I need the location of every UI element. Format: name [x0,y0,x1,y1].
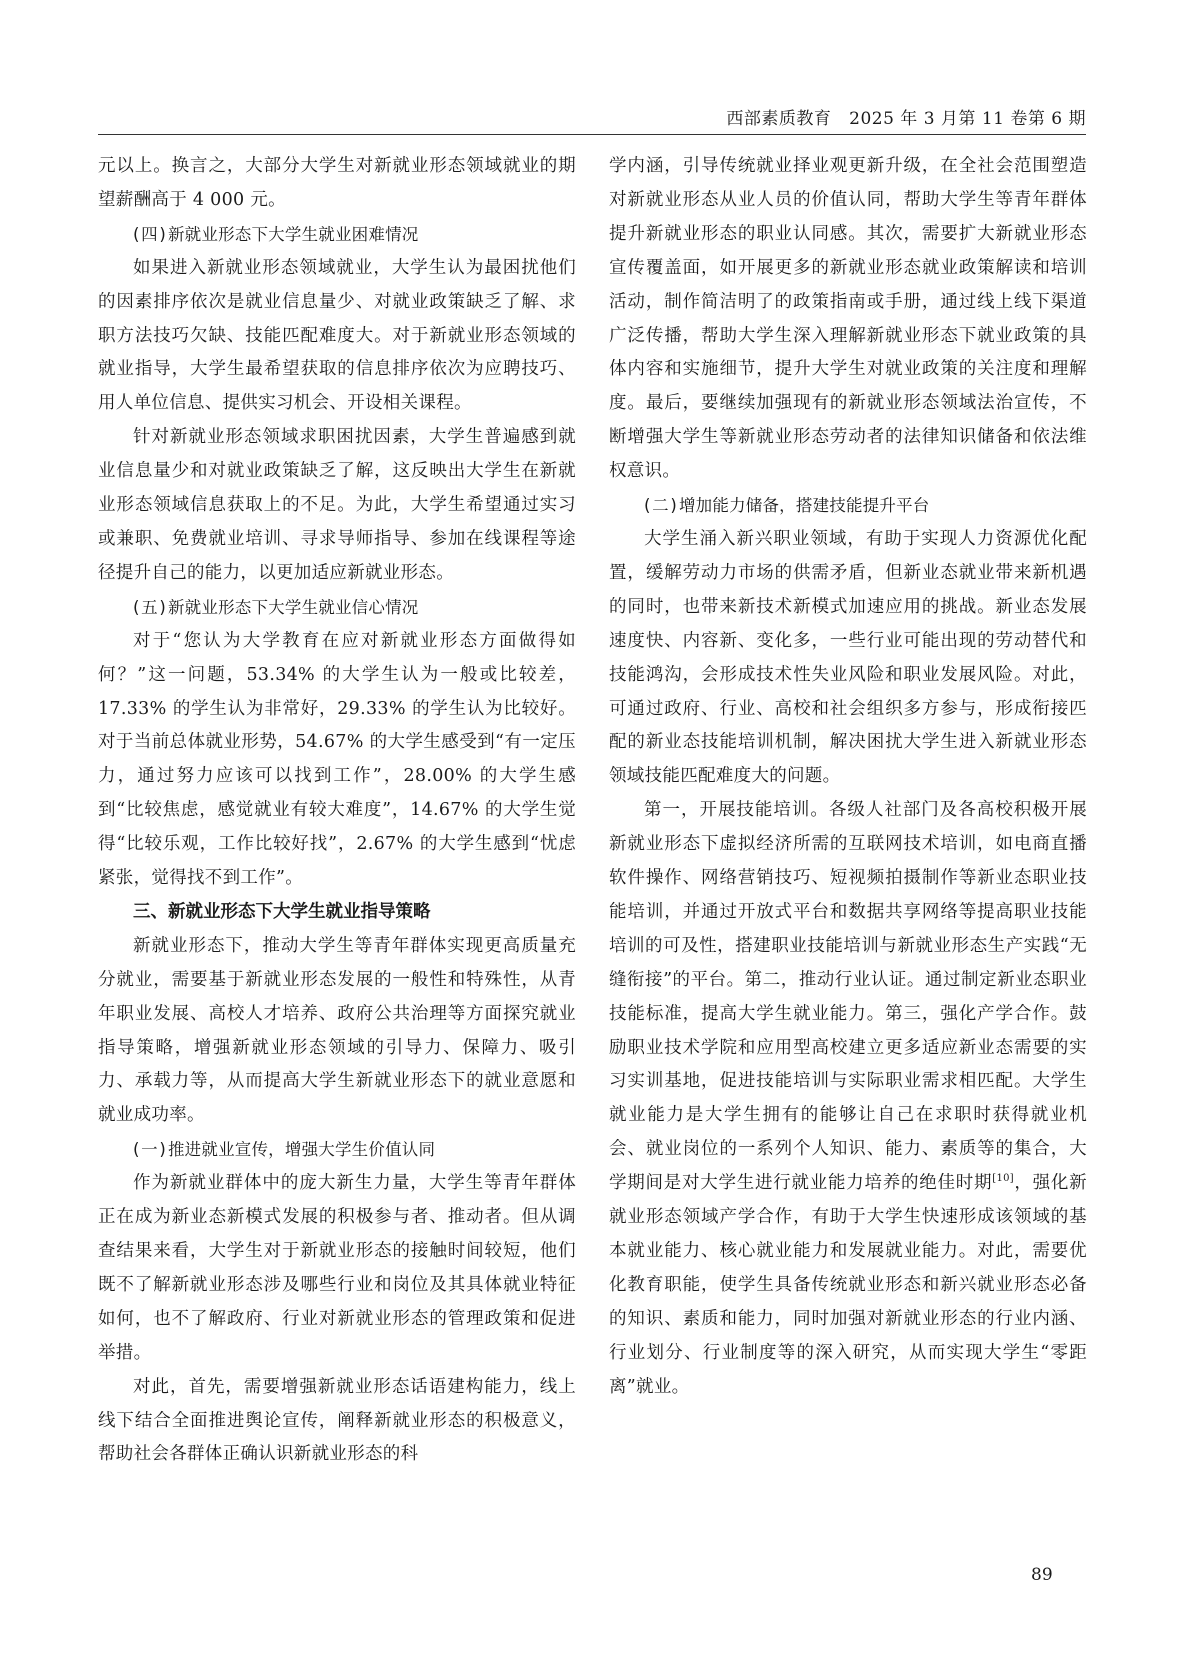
paragraph: 对于“您认为大学教育在应对新就业形态方面做得如何？”这一问题，53.34% 的大学生认为一般或比较差，17.33% 的学生认为非常好，29.33% 的学生认为比较好。对于当前总体就业形势，54.67% 的大学生感受到“有一定压力，通过努力应该可以找到工作”，28.00% 的大学生感到“比较焦虑，感觉就业有较大难度”，14.67% 的大学生觉得“比较乐观，工作比较好找”，2.67% 的大学生感到“忧虑紧张，觉得找不到工作”。 [98,630,576,889]
section-heading: 三、新就业形态下大学生就业指导策略 [133,901,431,922]
subsection-heading: (二)增加能力储备，搭建技能提升平台 [642,496,930,516]
paragraph: 新就业形态下，推动大学生等青年群体实现更高质量充分就业，需要基于新就业形态发展的一般性和特殊性，从青年职业发展、高校人才培养、政府公共治理等方面探究就业指导策略，增强新就业形态领域的引导力、保障力、吸引力、承载力等，从而提高大学生新就业形态下的就业意愿和就业成功率。 [98,935,576,1126]
citation-ref: [10] [992,1173,1014,1185]
subsection-heading: (四)新就业形态下大学生就业困难情况 [131,224,419,244]
page-number: 89 [1031,1565,1053,1585]
paragraph-text: ，强化新就业形态领域产学合作，有助于大学生快速形成该领域的基本就业能力、核心就业能力和发展就业能力。对此，需要优化教育职能，使学生具备传统就业形态和新兴就业形态必备的知识、素质和能力，同时加强对新就业形态的行业内涵、行业划分、行业制度等的深入研究，从而实现大学生“零距离”就业。 [609,1173,1087,1397]
paragraph: 对此，首先，需要增强新就业形态话语建构能力，线上线下结合全面推进舆论宣传，阐释新就业形态的积极意义，帮助社会各群体正确认识新就业形态的科 [98,1376,576,1465]
paragraph-text: 第一，开展技能培训。各级人社部门及各高校积极开展新就业形态下虚拟经济所需的互联网技术培训，如电商直播软件操作、网络营销技巧、短视频拍摄制作等新业态职业技能培训，并通过开放式平台和数据共享网络等提高职业技能培训的可及性，搭建职业技能培训与新就业形态生产实践“无缝衔接”的平台。第二，推动行业认证。通过制定新业态职业技能标准，提高大学生就业能力。第三，强化产学合作。鼓励职业技术学院和应用型高校建立更多适应新业态需要的实习实训基地，促进技能培训与实际职业需求相匹配。大学生就业能力是大学生拥有的能够让自己在求职时获得就业机会、就业岗位的一系列个人知识、能力、素质等的集合，大学期间是对大学生进行就业能力培养的绝佳时期 [609,800,1087,1194]
subsection-heading: (一)推进就业宣传，增强大学生价值认同 [131,1140,436,1160]
paragraph: 如果进入新就业形态领域就业，大学生认为最困扰他们的因素排序依次是就业信息量少、对就业政策缺乏了解、求职方法技巧欠缺、技能匹配难度大。对于新就业形态领域的就业指导，大学生最希望获取的信息排序依次为应聘技巧、用人单位信息、提供实习机会、开设相关课程。 [98,257,576,414]
paragraph: 大学生涌入新兴职业领域，有助于实现人力资源优化配置，缓解劳动力市场的供需矛盾，但新业态就业带来新机遇的同时，也带来新技术新模式加速应用的挑战。新业态发展速度快、内容新、变化多，一些行业可能出现的劳动替代和技能鸿沟，会形成技术性失业风险和职业发展风险。对此，可通过政府、行业、高校和社会组织多方参与，形成衔接匹配的新业态技能培训机制，解决困扰大学生进入新就业形态领域技能匹配难度大的问题。 [609,528,1087,787]
right-column [609,150,1087,1405]
left-column [98,150,576,1472]
subsection-heading: (五)新就业形态下大学生就业信心情况 [131,597,419,617]
paragraph: 作为新就业群体中的庞大新生力量，大学生等青年群体正在成为新业态新模式发展的积极参与者、推动者。但从调查结果来看，大学生对于新就业形态的接触时间较短，他们既不了解新就业形态涉及哪些行业和岗位及其具体就业特征如何，也不了解政府、行业对新就业形态的管理政策和促进举措。 [98,1173,576,1363]
journal-name: 西部素质教育 [726,109,832,129]
paragraph: 针对新就业形态领域求职困扰因素，大学生普遍感到就业信息量少和对就业政策缺乏了解，这反映出大学生在新就业形态领域信息获取上的不足。为此，大学生希望通过实习或兼职、免费就业培训、寻求导师指导、参加在线课程等途径提升自己的能力，以更加适应新就业形态。 [98,427,576,583]
paragraph: 元以上。换言之，大部分大学生对新就业形态领域就业的期望薪酬高于 4 000 元。 [98,156,576,210]
running-header [98,102,1086,135]
paragraph: 学内涵，引导传统就业择业观更新升级，在全社会范围塑造对新就业形态从业人员的价值认同，帮助大学生等青年群体提升新就业形态的职业认同感。其次，需要扩大新就业形态宣传覆盖面，如开展更多的新就业形态就业政策解读和培训活动，制作简洁明了的政策指南或手册，通过线上线下渠道广泛传播，帮助大学生深入理解新就业形态下就业政策的具体内容和实施细节，提升大学生对就业政策的关注度和理解度。最后，要继续加强现有的新就业形态领域法治宣传，不断增强大学生等新就业形态劳动者的法律知识储备和依法维权意识。 [609,156,1087,482]
journal-header-text [726,104,1086,129]
paragraph-with-citation [609,794,1087,1404]
issue-info: 2025 年 3 月第 11 卷第 6 期 [849,109,1086,129]
